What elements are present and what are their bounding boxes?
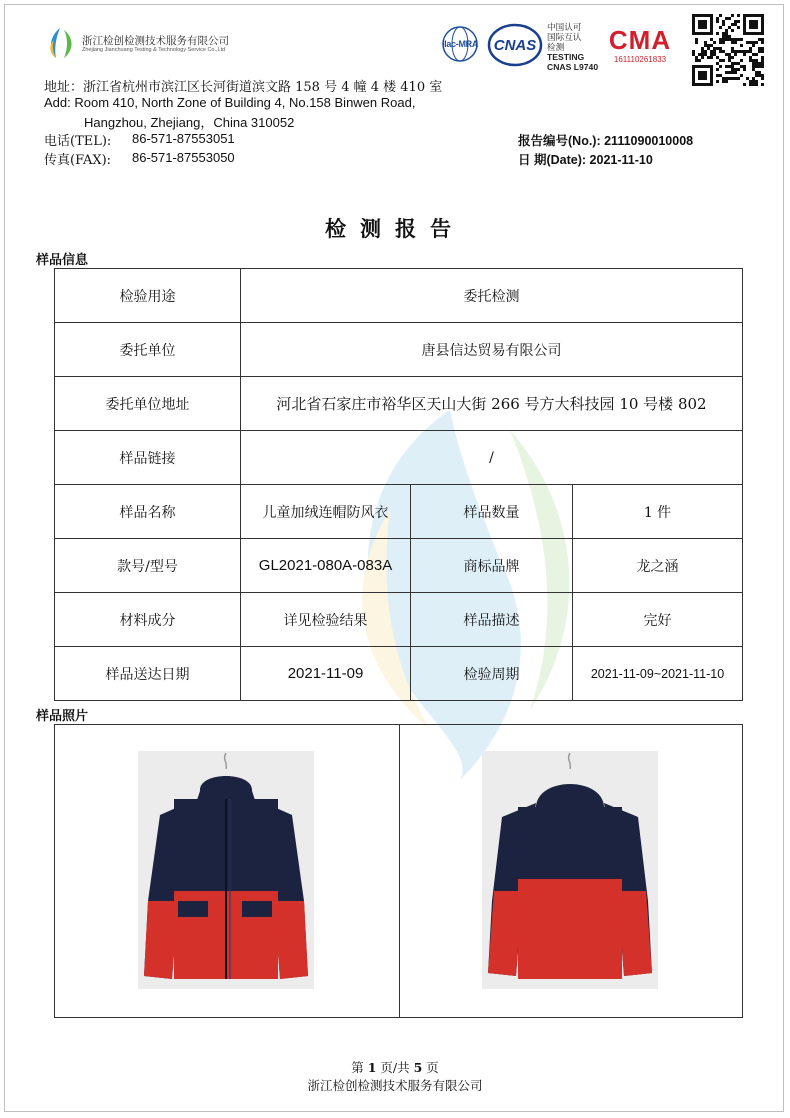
report-number [518,131,693,149]
qr-code-icon [692,14,764,86]
cma-logo [604,22,676,68]
table-row [55,377,743,431]
page-mid: 页/共 [380,1060,410,1075]
inspection-period-label: 检验周期 [411,647,573,701]
footer-company: 浙江检创检测技术服务有限公司 [307,1078,483,1093]
cma-number: 161110261833 [613,55,667,64]
sample-info-label: 样品信息 [36,253,89,268]
table-row [55,431,743,485]
photo-divider [399,725,400,1017]
sample-link-label: 样品链接 [55,431,241,485]
page-suffix: 页 [426,1060,439,1075]
table-row [55,539,743,593]
fax-label: 传真(FAX): [44,153,112,168]
description-value: 完好 [573,593,743,647]
sample-name-value: 儿童加绒连帽防风衣 [241,485,411,539]
ilac-mra-logo [434,24,486,64]
model-value: GL2021-080A-083A [241,539,411,593]
cnas-line-1: 中国认可 [547,22,582,32]
table-row [55,647,743,701]
address-en-line-1: Add: Room 410, North Zone of Building 4, No.158 Binwen Road, [44,95,416,110]
sample-quantity-value: 1 件 [573,485,743,539]
tel-label: 电话(TEL): [44,134,112,149]
company-logo [44,24,264,64]
sample-photo-label: 样品照片 [36,709,89,724]
description-label: 样品描述 [411,593,573,647]
report-number-label: 报告编号(No.): [518,134,601,148]
brand-label: 商标品牌 [411,539,573,593]
purpose-value: 委托检测 [241,269,743,323]
page-prefix: 第 [351,1060,364,1075]
cnas-line-2: 国际互认 [547,32,582,42]
table-row [55,485,743,539]
sample-link-value: / [241,431,743,485]
client-address-value: 河北省石家庄市裕华区天山大街 266 号方大科技园 10 号楼 802 [241,377,743,431]
company-logo-icon [44,26,78,60]
sample-photos [54,724,743,1018]
cnas-line-5: CNAS L9740 [547,62,599,72]
page-total: 5 [413,1060,423,1075]
fax-value: 86-571-87553050 [132,150,235,165]
delivery-date-value: 2021-11-09 [241,647,411,701]
brand-value: 龙之涵 [573,539,743,593]
company-name-en: Zhejiang Jianchuang Testing & Technology Service Co.,Ltd [82,47,226,53]
cma-text: CMA [608,25,672,55]
client-value: 唐县信达贸易有限公司 [241,323,743,377]
report-title: 检测报告 [325,216,465,241]
table-row [55,593,743,647]
ilac-mra-text: ilac-MRA [441,39,479,49]
sample-quantity-label: 样品数量 [411,485,573,539]
material-value: 详见检验结果 [241,593,411,647]
client-label: 委托单位 [55,323,241,377]
address-cn: 地址：浙江省杭州市滨江区长河街道滨文路 158 号 4 幢 4 楼 410 室 [44,80,443,95]
jacket-back-photo [482,751,658,989]
delivery-date-label: 样品送达日期 [55,647,241,701]
address-en-line-2: Hangzhou, Zhejiang，China 310052 [84,115,295,130]
cnas-accreditation-text [547,22,598,72]
cnas-text: CNAS [493,37,537,54]
sample-info-table [54,268,743,701]
report-date-label: 日 期(Date): [518,153,587,167]
cnas-line-3: 检测 [547,42,565,52]
cnas-logo [487,22,543,68]
client-address-label: 委托单位地址 [55,377,241,431]
company-name-cn: 浙江检创检测技术服务有限公司 [82,35,229,47]
cnas-line-4: TESTING [547,52,585,62]
page-current: 1 [367,1060,377,1075]
report-date-value: 2021-11-10 [589,153,653,167]
table-row [55,323,743,377]
page-indicator [0,1058,790,1076]
model-label: 款号/型号 [55,539,241,593]
report-date [518,150,653,168]
material-label: 材料成分 [55,593,241,647]
sample-name-label: 样品名称 [55,485,241,539]
jacket-front-photo [138,751,314,989]
tel-value: 86-571-87553051 [132,131,235,146]
purpose-label: 检验用途 [55,269,241,323]
report-number-value: 2111090010008 [604,134,694,148]
inspection-period-value: 2021-11-09~2021-11-10 [573,647,743,701]
table-row [55,269,743,323]
